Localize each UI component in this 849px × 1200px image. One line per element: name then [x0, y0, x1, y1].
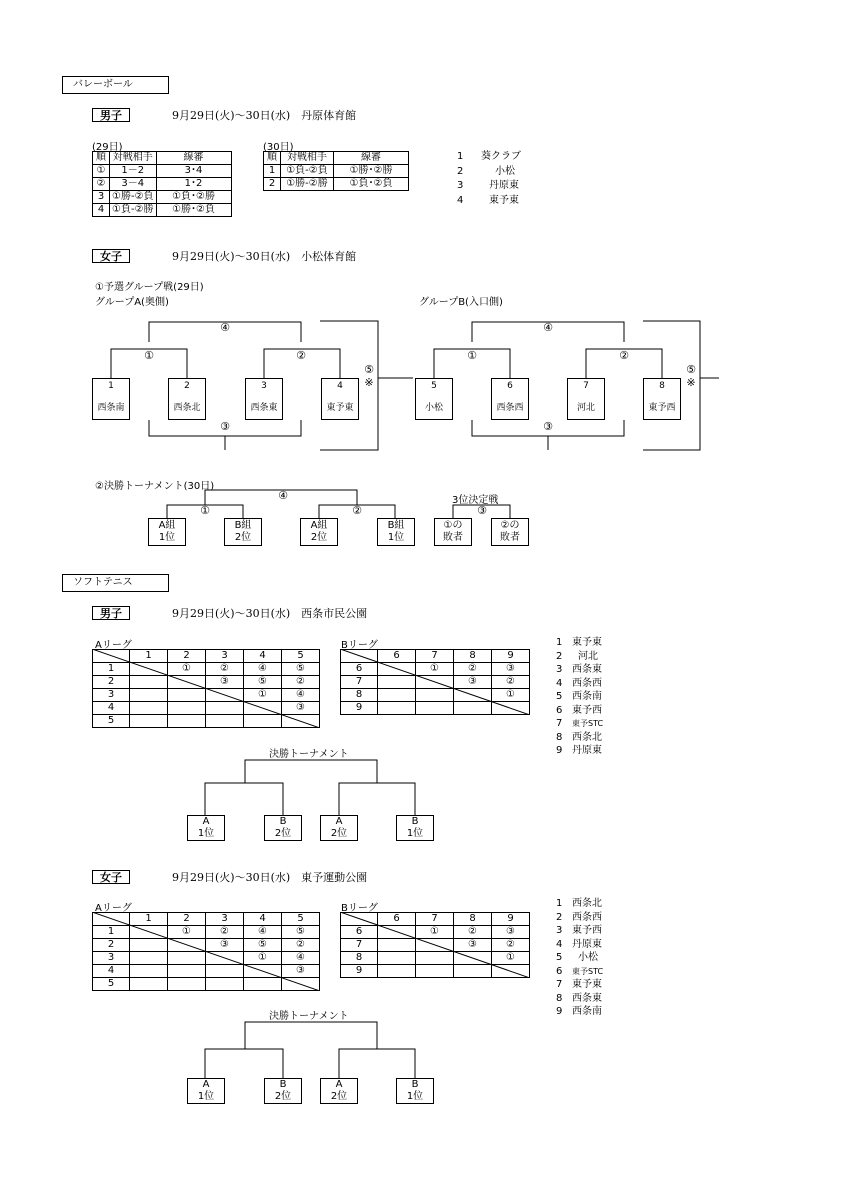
table-row: 順 対戦相手 線審	[264, 152, 409, 165]
table-cell: 9	[341, 702, 378, 715]
table-cell: ①	[244, 689, 282, 702]
table-row: 順 対戦相手 線審	[93, 152, 232, 165]
list-item: 4 東予東	[457, 194, 519, 206]
match-label: ②	[619, 349, 629, 362]
table-cell: ①	[492, 689, 530, 702]
match-label: ④	[220, 321, 230, 334]
table-cell: 8	[341, 952, 378, 965]
final-box-b1: B組 1位	[377, 518, 415, 546]
column-header: 6	[378, 650, 416, 663]
final-box-a1: A組 1位	[148, 518, 186, 546]
column-header: 3	[206, 913, 244, 926]
table-cell: 1	[93, 663, 130, 676]
table-cell: ①	[244, 952, 282, 965]
final-box-b1: B 1位	[396, 815, 434, 841]
list-item: 8 西条北	[556, 731, 602, 743]
third-box-2: ②の 敗者	[491, 518, 529, 546]
match-label: ②	[296, 349, 306, 362]
final-box-b1: B 1位	[396, 1078, 434, 1104]
table-cell: ③	[454, 676, 492, 689]
table-cell: 6	[341, 926, 378, 939]
table-row: ② 3－4 1･2	[93, 178, 232, 191]
table-cell: 3	[93, 689, 130, 702]
list-item: 1 東予東	[556, 637, 602, 648]
soft-tennis-men-info: 9月29日(火)～30日(水) 西条市民公園	[172, 607, 368, 620]
soft-tennis-men-team-list	[556, 636, 603, 758]
table-cell: ④	[282, 952, 320, 965]
table-cell: ④	[244, 926, 282, 939]
table-cell: 9	[341, 965, 378, 978]
list-item: 8 西条東	[556, 992, 602, 1004]
list-item: 2 西条西	[556, 911, 602, 923]
column-header: 8	[454, 650, 492, 663]
list-item: 9 丹原東	[556, 745, 602, 756]
table-cell: 1	[93, 926, 130, 939]
match-label: ③	[543, 420, 553, 433]
match-label: ①	[200, 504, 210, 517]
group-b-team-5: 5 小松	[415, 378, 453, 420]
table-cell: ①	[168, 663, 206, 676]
table-cell: ⑤	[244, 939, 282, 952]
group-a-team-4: 4 東予東	[321, 378, 359, 420]
list-item: 6 東予STC	[556, 965, 604, 977]
final-box-a1: A 1位	[187, 1078, 225, 1104]
table-row: 2 ①勝-②勝 ①負･②負	[264, 178, 409, 191]
table-cell: 8	[341, 689, 378, 702]
table-cell: ②	[492, 939, 530, 952]
list-item: 9 西条南	[556, 1006, 602, 1017]
table-cell: 4	[93, 965, 130, 978]
group-b-team-8: 8 東予西	[643, 378, 681, 420]
column-header: 9	[492, 913, 530, 926]
table-cell: ③	[454, 939, 492, 952]
group-b-team-7: 7 河北	[567, 378, 605, 420]
diagonal-line	[340, 912, 530, 978]
volleyball-women-tag: 女子	[92, 249, 130, 263]
column-header: 7	[416, 913, 454, 926]
table-cell: ⑤	[244, 676, 282, 689]
soft-tennis-women-info: 9月29日(火)～30日(水) 東予運動公園	[172, 871, 368, 884]
column-header: 2	[168, 913, 206, 926]
list-item: 3 東予西	[556, 925, 602, 936]
table-cell: ②	[206, 663, 244, 676]
final-title: 決勝トーナメント	[269, 1011, 349, 1022]
a-league-label: Aリーグ	[95, 640, 132, 651]
table-cell: 2	[93, 939, 130, 952]
group-a-team-1: 1 西条南	[92, 378, 130, 420]
diagonal-line	[340, 649, 530, 715]
column-header: 6	[378, 913, 416, 926]
table-cell: 5	[93, 978, 130, 991]
column-header: 5	[282, 913, 320, 926]
list-item: 5 小松	[556, 952, 598, 963]
diagonal-line	[92, 649, 320, 728]
table-cell: ③	[282, 702, 320, 715]
table-cell: ②	[282, 939, 320, 952]
match-label: ③	[477, 504, 487, 517]
group-a-title: グループA(奥側)	[95, 297, 169, 308]
volleyball-men-info: 9月29日(火)～30日(水) 丹原体育館	[172, 109, 357, 122]
column-header: 1	[130, 650, 168, 663]
table-cell: 7	[341, 939, 378, 952]
final-box-a2: A 2位	[320, 815, 358, 841]
table-cell: ②	[454, 926, 492, 939]
list-item: 4 西条西	[556, 677, 602, 689]
soft-tennis-section-title: ソフトテニス	[62, 574, 169, 592]
column-header: 9	[492, 650, 530, 663]
final-box-a1: A 1位	[187, 815, 225, 841]
final-box-a2: A 2位	[320, 1078, 358, 1104]
prelim-title: ①予選グループ戦(29日)	[95, 282, 204, 293]
table-cell: ⑤	[282, 663, 320, 676]
final-box-b2: B 2位	[264, 1078, 302, 1104]
table-cell: ③	[492, 926, 530, 939]
list-item: 2 河北	[556, 650, 598, 662]
final-title: ②決勝トーナメント(30日)	[95, 481, 215, 492]
column-header: 5	[282, 650, 320, 663]
list-item: 6 東予西	[556, 704, 602, 716]
b-league-label: Bリーグ	[341, 640, 378, 651]
third-box-1: ①の 敗者	[434, 518, 472, 546]
list-item: 1 葵クラブ	[457, 151, 521, 162]
volleyball-section-title: バレーボール	[62, 76, 169, 94]
group-b-team-6: 6 西条西	[491, 378, 529, 420]
column-header: 8	[454, 913, 492, 926]
list-item: 3 西条東	[556, 664, 602, 675]
match-label: ②	[352, 504, 362, 517]
soft-tennis-men-tag: 男子	[92, 606, 130, 620]
match-label: ③	[220, 420, 230, 433]
table-cell: ①	[416, 663, 454, 676]
list-item: 7 東予東	[556, 979, 602, 990]
table-cell: ⑤	[282, 926, 320, 939]
table-cell: ①	[492, 952, 530, 965]
table-row: 3 ①勝-②負 ①負･②勝	[93, 191, 232, 204]
table-cell: ②	[454, 663, 492, 676]
volleyball-men-tag: 男子	[92, 108, 130, 122]
table-row: 4 ①負-②勝 ①勝･②負	[93, 204, 232, 217]
column-header: 2	[168, 650, 206, 663]
final-box-b2: B組 2位	[224, 518, 262, 546]
list-item: 1 西条北	[556, 898, 602, 909]
list-item: 7 東予STC	[556, 718, 604, 729]
list-item: 3 丹原東	[457, 180, 519, 191]
note-mark: ※	[364, 376, 374, 389]
column-header: 3	[206, 650, 244, 663]
match-label: ⑤	[686, 363, 696, 376]
b-league-label: Bリーグ	[341, 903, 378, 914]
match-label: ①	[467, 349, 477, 362]
final-box-a2: A組 2位	[300, 518, 338, 546]
column-header: 4	[244, 650, 282, 663]
match-label: ④	[278, 489, 288, 502]
table-cell: ①	[168, 926, 206, 939]
table-cell: ①	[416, 926, 454, 939]
day2-label: (30日)	[263, 142, 294, 153]
table-cell: ③	[492, 663, 530, 676]
table-cell: 6	[341, 663, 378, 676]
list-item: 2 小松	[457, 165, 515, 177]
group-b-title: グループB(入口側)	[419, 297, 503, 308]
table-cell: ②	[206, 926, 244, 939]
table-cell: 5	[93, 715, 130, 728]
match-label: ④	[543, 321, 553, 334]
table-cell: ③	[206, 939, 244, 952]
match-label: ⑤	[364, 363, 374, 376]
day1-label: (29日)	[92, 142, 123, 153]
third-place-title: 3位決定戦	[452, 495, 499, 506]
table-cell: ②	[492, 676, 530, 689]
table-cell: 2	[93, 676, 130, 689]
group-a-team-2: 2 西条北	[168, 378, 206, 420]
table-row: 1 ①負-②負 ①勝･②勝	[264, 165, 409, 178]
a-league-label: Aリーグ	[95, 903, 132, 914]
table-cell: ②	[282, 676, 320, 689]
diagonal-line	[92, 912, 320, 991]
column-header: 1	[130, 913, 168, 926]
soft-tennis-women-tag: 女子	[92, 870, 130, 884]
list-item: 5 西条南	[556, 691, 602, 702]
group-a-team-3: 3 西条東	[245, 378, 283, 420]
table-cell: ④	[282, 689, 320, 702]
table-cell: ③	[282, 965, 320, 978]
final-box-b2: B 2位	[264, 815, 302, 841]
soft-tennis-women-team-list	[556, 897, 603, 1019]
match-label: ①	[144, 349, 154, 362]
volleyball-women-info: 9月29日(火)～30日(水) 小松体育館	[172, 250, 357, 263]
table-cell: 7	[341, 676, 378, 689]
note-mark: ※	[686, 376, 696, 389]
table-cell: ④	[244, 663, 282, 676]
table-row: ① 1－2 3･4	[93, 165, 232, 178]
list-item: 4 丹原東	[556, 938, 602, 950]
table-cell: 3	[93, 952, 130, 965]
column-header: 4	[244, 913, 282, 926]
table-cell: 4	[93, 702, 130, 715]
final-title: 決勝トーナメント	[269, 749, 349, 760]
table-cell: ③	[206, 676, 244, 689]
column-header: 7	[416, 650, 454, 663]
